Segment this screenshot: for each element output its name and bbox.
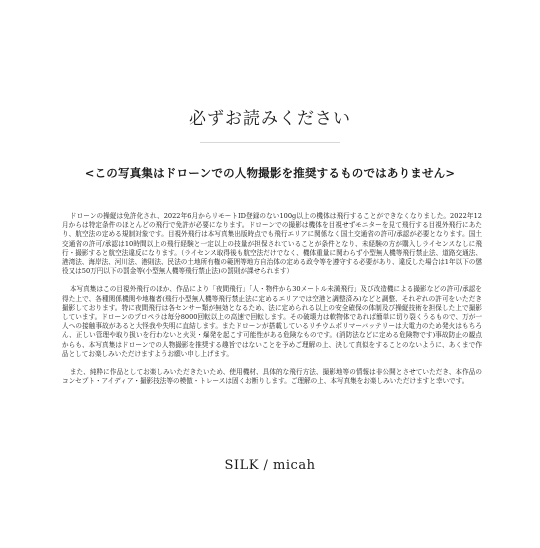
page-title: 必ずお読みください xyxy=(189,109,351,129)
notice-body xyxy=(62,212,482,386)
title-divider xyxy=(200,142,340,143)
notice-paragraph-permissions: 本写真集はこの目視外飛行のほか、作品により「夜間飛行」「人・物件から30メートル未満飛行」及び改造機による撮影などの許可/承認を得た上で、各種関係機関や地権者(飛行小型無人機等飛行禁止法に定めるエリアでは空港と調整済み)などと調整、それぞれの許可をいただき撮影しております。特に夜間飛行は各センサー類が無効となるため、法に定められる以上の安全確保の体制及び操縦技術を担保した上で撮影しています。ドローンのプロペラは毎分8000回転以上の高速で回転します。その破壊力は軟物体であれば簡単に切り裂くうるもので、万が一人への接触事故があると大怪我や失明に直結します。またドローンが搭載しているリチウムポリマーバッテリーは大電力のため発火はもちろん、正しい管理や取り扱いを行わないと火災・爆発を起こす可能性がある危険なものです。(消防法などに定める危険物です)事故防止の観点からも、本写真集はドローンでの人物撮影を推奨する趣旨ではないことを予めご理解の上、決して真似をすることのないように、あくまで作品としてお楽しみいただけますようお願い申し上げます。 xyxy=(62,285,482,358)
notice-paragraph-regulations: ドローンの操縦は免許化され、2022年6月からリモートID登録のない100g以上の機体は飛行することができなくなりました。2022年12月からは特定条件のほとんどの飛行で免許が必要になります。ドローンでの撮影は機体を目視せずモニターを見て飛行する目視外飛行にあたり、航空法の定める規制対象です。目視外飛行は本写真集出版時点でも飛行エリアに関係なく国土交通省の許可/承認が必要となります。国土交通省の許可/承認は10時間以上の飛行経験と一定以上の技量が担保されていることが条件となり、未経験の方が購入しライセンスなしに飛行・撮影すると航空法違反になります。（ライセンス取得後も航空法だけでなく、機体重量に関わらず小型無人機等飛行禁止法、道路交通法、港湾法、海岸法、河川法、港則法、民法の土地所有権の範囲等地方自治体の定める政令等を遵守する必要があり、違反した場合は1年以下の懲役又は50万円以下の罰金等(小型無人機等飛行禁止法)の罰則が課せられます） xyxy=(62,212,482,276)
page-subtitle: <この写真集はドローンでの人物撮影を推奨するものではありません> xyxy=(84,166,456,180)
author-signature: SILK / micah xyxy=(224,458,316,473)
notice-paragraph-confidentiality: また、純粋に作品としてお楽しみいただきたいため、使用機材、具体的な飛行方法、撮影地等の情報は非公開とさせていただき、本作品のコンセプト・アイディア・撮影技法等の模倣・トレースは固くお断りします。ご理解の上、本写真集をお楽しみいただけますと幸いです。 xyxy=(62,368,482,386)
